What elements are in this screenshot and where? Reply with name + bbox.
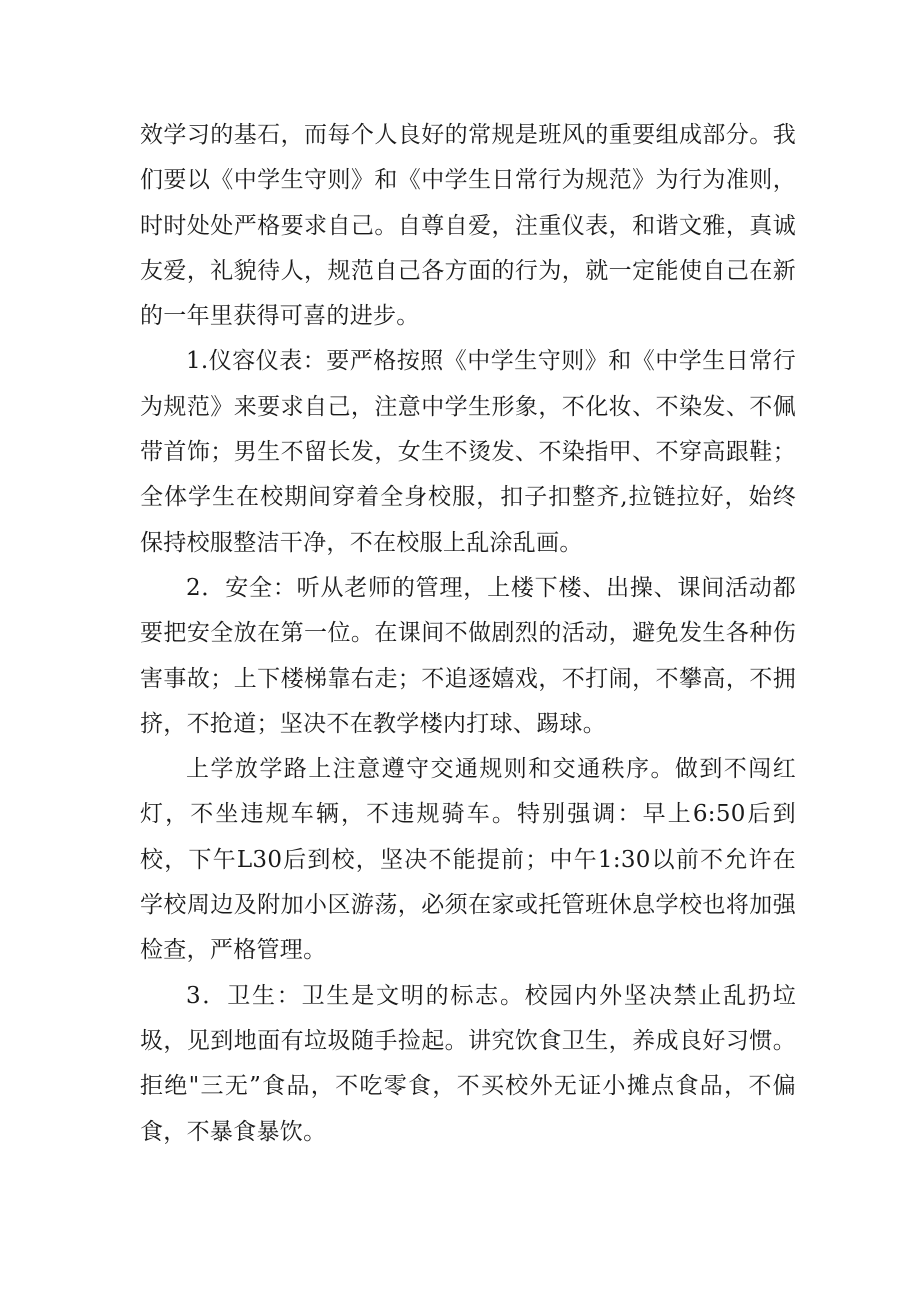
paragraph-intro: 效学习的基石，而每个人良好的常规是班风的重要组成部分。我们要以《中学生守则》和《中学生日常行为规范》为行为准则，时时处处严格要求自己。自尊自爱，注重仪表，和谐文雅，真诚友爱，礼貌待人，规范自己各方面的行为，就一定能使自己在新的一年里获得可喜的进步。 xyxy=(140,122,796,330)
paragraph-traffic: 上学放学路上注意遵守交通规则和交通秩序。做到不闯红灯，不坐违规车辆，不违规骑车。特别强调：早上6:50后到校，下午L30后到校，坚决不能提前；中午1:30以前不允许在学校周边及附加小区游荡，必须在家或托管班休息学校也将加强检查，严格管理。 xyxy=(140,756,796,964)
paragraph-appearance: 1.仪容仪表：要严格按照《中学生守则》和《中学生日常行为规范》来要求自己，注意中学生形象，不化妆、不染发、不佩带首饰；男生不留长发，女生不烫发、不染指甲、不穿高跟鞋；全体学生在校期间穿着全身校服，扣子扣整齐,拉链拉好，始终保持校服整洁干净，不在校服上乱涂乱画。 xyxy=(140,348,796,556)
paragraph-hygiene: 3．卫生：卫生是文明的标志。校园内外坚决禁止乱扔垃圾，见到地面有垃圾随手捡起。讲究饮食卫生，养成良好习惯。拒绝"三无”食品，不吃零食，不买校外无证小摊点食品，不偏食，不暴食暴饮。 xyxy=(140,982,796,1145)
paragraph-safety: 2．安全：听从老师的管理，上楼下楼、出操、课间活动都要把安全放在第一位。在课间不做剧烈的活动，避免发生各种伤害事故；上下楼梯靠右走；不追逐嬉戏，不打闹，不攀高，不拥挤，不抢道；坚决不在教学楼内打球、踢球。 xyxy=(140,574,796,737)
document-body xyxy=(140,113,796,1155)
